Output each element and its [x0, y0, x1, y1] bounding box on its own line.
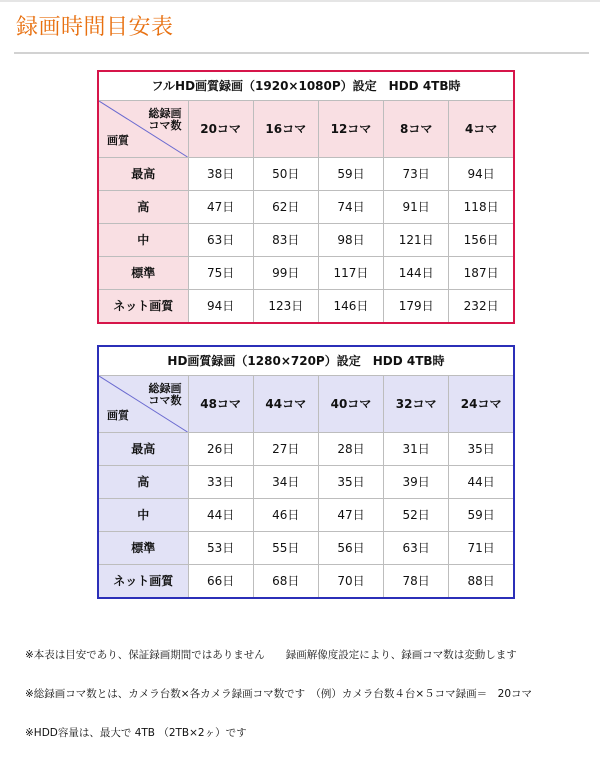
column-header: 48コマ [188, 376, 253, 433]
table-cell: 47日 [318, 499, 383, 532]
row-header: ネット画質 [98, 290, 188, 323]
table-cell: 118日 [449, 191, 514, 224]
corner-label-quality: 画質 [107, 134, 129, 147]
table-cell: 56日 [318, 532, 383, 565]
table-cell: 98日 [318, 224, 383, 257]
row-header: 中 [98, 224, 188, 257]
table-cell: 33日 [188, 466, 253, 499]
table-cell: 59日 [449, 499, 514, 532]
row-header: ネット画質 [98, 565, 188, 598]
table-cell: 94日 [449, 158, 514, 191]
table-cell: 187日 [449, 257, 514, 290]
row-header: 標準 [98, 532, 188, 565]
row-header: 標準 [98, 257, 188, 290]
table-cell: 44日 [188, 499, 253, 532]
table-cell: 156日 [449, 224, 514, 257]
column-header: 16コマ [253, 101, 318, 158]
hd-recording-table [97, 345, 515, 599]
table-cell: 83日 [253, 224, 318, 257]
table-cell: 123日 [253, 290, 318, 323]
table-cell: 121日 [384, 224, 449, 257]
table-cell: 99日 [253, 257, 318, 290]
footnote: ※総録画コマ数とは、カメラ台数×各カメラ録画コマ数です （例）カメラ台数４台×５コマ録画＝ 20コマ [25, 688, 533, 700]
table-row [98, 532, 514, 565]
table-cell: 28日 [318, 433, 383, 466]
table-row [98, 466, 514, 499]
corner-label-frames: 総録画 コマ数 [148, 107, 182, 132]
table-cell: 74日 [318, 191, 383, 224]
corner-label-quality: 画質 [107, 409, 129, 422]
column-header: 44コマ [253, 376, 318, 433]
table-cell: 52日 [384, 499, 449, 532]
table-row [98, 290, 514, 323]
table-cell: 179日 [384, 290, 449, 323]
row-header: 中 [98, 499, 188, 532]
table-cell: 70日 [318, 565, 383, 598]
footnote: ※HDD容量は、最大で 4TB （2TB×2ヶ）です [25, 727, 247, 739]
page-title: 録画時間目安表 [16, 15, 174, 40]
column-header: 32コマ [384, 376, 449, 433]
table-cell: 63日 [384, 532, 449, 565]
column-header: 12コマ [318, 101, 383, 158]
table-cell: 68日 [253, 565, 318, 598]
table-cell: 63日 [188, 224, 253, 257]
table-cell: 38日 [188, 158, 253, 191]
table-caption: フルHD画質録画（1920×1080P）設定 HDD 4TB時 [98, 71, 514, 101]
table-row [98, 565, 514, 598]
table-cell: 34日 [253, 466, 318, 499]
table-cell: 53日 [188, 532, 253, 565]
table-row [98, 257, 514, 290]
table-cell: 75日 [188, 257, 253, 290]
table-cell: 88日 [449, 565, 514, 598]
table-row [98, 191, 514, 224]
table-row [98, 499, 514, 532]
table-caption: HD画質録画（1280×720P）設定 HDD 4TB時 [98, 346, 514, 376]
table-cell: 91日 [384, 191, 449, 224]
table-cell: 78日 [384, 565, 449, 598]
table-cell: 31日 [384, 433, 449, 466]
table-cell: 146日 [318, 290, 383, 323]
table-cell: 71日 [449, 532, 514, 565]
table-cell: 232日 [449, 290, 514, 323]
row-header: 高 [98, 466, 188, 499]
table-cell: 26日 [188, 433, 253, 466]
table-cell: 35日 [318, 466, 383, 499]
row-header: 最高 [98, 158, 188, 191]
corner-label-frames: 総録画 コマ数 [148, 382, 182, 407]
table-cell: 47日 [188, 191, 253, 224]
table-row [98, 158, 514, 191]
table-cell: 27日 [253, 433, 318, 466]
table-cell: 117日 [318, 257, 383, 290]
table-cell: 59日 [318, 158, 383, 191]
table-corner-header [98, 101, 188, 158]
table-cell: 62日 [253, 191, 318, 224]
row-header: 最高 [98, 433, 188, 466]
table-cell: 94日 [188, 290, 253, 323]
column-header: 40コマ [318, 376, 383, 433]
title-divider [14, 52, 589, 54]
footnote: ※本表は目安であり、保証録画期間ではありません 録画解像度設定により、録画コマ数は変動します [25, 649, 517, 661]
table-cell: 73日 [384, 158, 449, 191]
table-cell: 144日 [384, 257, 449, 290]
table-cell: 55日 [253, 532, 318, 565]
column-header: 24コマ [449, 376, 514, 433]
table-cell: 39日 [384, 466, 449, 499]
table-row [98, 224, 514, 257]
fullhd-recording-table [97, 70, 515, 324]
column-header: 8コマ [384, 101, 449, 158]
table-cell: 46日 [253, 499, 318, 532]
table-corner-header [98, 376, 188, 433]
footnotes [25, 623, 590, 766]
table-row [98, 433, 514, 466]
table-cell: 66日 [188, 565, 253, 598]
row-header: 高 [98, 191, 188, 224]
table-cell: 44日 [449, 466, 514, 499]
column-header: 20コマ [188, 101, 253, 158]
table-cell: 50日 [253, 158, 318, 191]
column-header: 4コマ [449, 101, 514, 158]
table-cell: 35日 [449, 433, 514, 466]
